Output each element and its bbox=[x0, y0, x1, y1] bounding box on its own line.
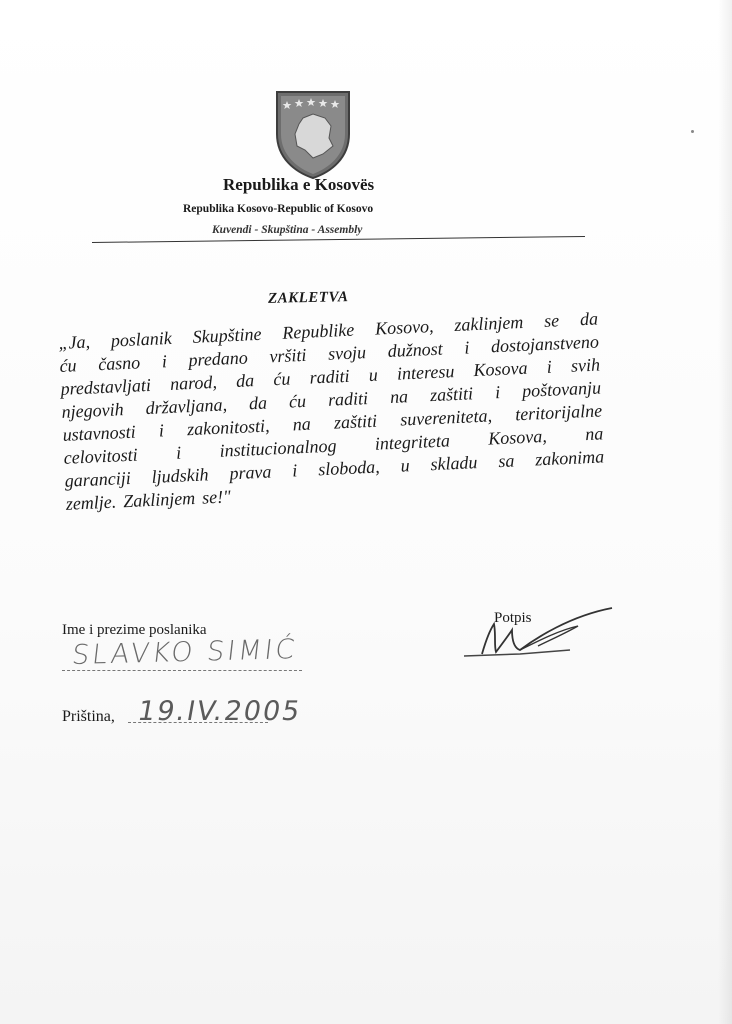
oath-word: ljudskih bbox=[151, 464, 209, 487]
oath-word: se bbox=[543, 310, 560, 331]
oath-word: Skupštine bbox=[192, 323, 262, 347]
oath-word: da bbox=[235, 370, 255, 391]
oath-word: integriteta bbox=[374, 430, 451, 454]
name-label: Ime i prezime poslanika bbox=[62, 622, 207, 638]
oath-word: poslanik bbox=[110, 327, 173, 351]
name-underline bbox=[62, 670, 302, 671]
scan-speck bbox=[691, 130, 694, 133]
oath-word: njegovih bbox=[61, 399, 125, 422]
oath-word: i bbox=[546, 356, 553, 377]
header-divider bbox=[92, 236, 585, 243]
oath-word: i bbox=[494, 382, 501, 403]
oath-word: u bbox=[400, 455, 410, 476]
oath-word: na bbox=[292, 413, 312, 435]
oath-word: raditi bbox=[327, 388, 369, 410]
oath-word: vršiti bbox=[268, 344, 307, 367]
oath-word: zaštiti bbox=[429, 383, 474, 406]
oath-word: Kosova, bbox=[487, 425, 548, 449]
oath-word: garanciji bbox=[64, 467, 132, 491]
oath-word: Zaklinjem bbox=[122, 487, 196, 512]
oath-word: institucionalnog bbox=[219, 435, 337, 461]
oath-word: ću bbox=[288, 390, 307, 412]
oath-word: prava bbox=[228, 461, 272, 484]
oath-word: državljana, bbox=[145, 394, 228, 419]
oath-word: Kosovo, bbox=[374, 315, 434, 339]
oath-word: Kosova bbox=[473, 357, 528, 381]
oath-word: da bbox=[248, 392, 268, 414]
oath-word: celovitosti bbox=[63, 444, 139, 468]
oath-word: ću bbox=[59, 355, 77, 376]
oath-word: dužnost bbox=[387, 338, 444, 362]
oath-word: zaklinjem bbox=[453, 311, 524, 336]
oath-word: i bbox=[161, 351, 168, 372]
oath-word: i bbox=[463, 337, 470, 358]
oath-word: i bbox=[175, 442, 182, 463]
oath-word: časno bbox=[97, 352, 141, 375]
oath-word: na bbox=[584, 423, 604, 445]
oath-word: sloboda, bbox=[317, 456, 381, 480]
scan-edge-shadow bbox=[718, 0, 732, 1024]
signature-label: Potpis bbox=[494, 610, 532, 626]
place-label: Priština, bbox=[62, 708, 115, 725]
oath-word: teritorijalne bbox=[514, 400, 603, 425]
oath-word: predano bbox=[188, 347, 249, 371]
date-underline bbox=[128, 722, 268, 723]
oath-word: suvereniteta, bbox=[399, 405, 493, 430]
oath-word: i bbox=[291, 460, 298, 481]
oath-word: zaštiti bbox=[333, 410, 378, 433]
header-country-name-translations: Republika Kosovo-Republic of Kosovo bbox=[183, 203, 374, 215]
handwritten-signature bbox=[460, 600, 620, 670]
oath-word: svoju bbox=[327, 342, 367, 364]
oath-word: interesu bbox=[396, 361, 455, 384]
oath-word: raditi bbox=[309, 365, 350, 388]
header-institution: Kuvendi - Skupština - Assembly bbox=[212, 224, 363, 236]
document-title: ZAKLETVA bbox=[267, 289, 349, 307]
oath-word: poštovanju bbox=[521, 377, 602, 401]
oath-text bbox=[58, 308, 606, 516]
oath-word: zemlje. bbox=[65, 491, 117, 514]
oath-word: zakonitosti, bbox=[186, 415, 270, 440]
oath-word: Republike bbox=[281, 319, 355, 343]
oath-word: se!" bbox=[201, 486, 232, 508]
oath-word: dostojanstveno bbox=[490, 331, 600, 357]
header-country-name: Republika e Kosovës bbox=[223, 175, 375, 194]
oath-word: sa bbox=[497, 450, 515, 472]
oath-word: zakonima bbox=[534, 446, 605, 470]
kosovo-coat-of-arms-icon bbox=[273, 88, 353, 180]
oath-word: u bbox=[368, 364, 379, 385]
handwritten-date: 19.IV.2005 bbox=[135, 696, 304, 727]
oath-word: ustavnosti bbox=[62, 421, 137, 445]
oath-word: na bbox=[389, 386, 409, 407]
oath-word: i bbox=[158, 420, 165, 441]
oath-word: predstavljati bbox=[60, 374, 152, 399]
oath-word: svih bbox=[570, 354, 601, 376]
oath-word: „Ja, bbox=[58, 331, 91, 353]
oath-word: ću bbox=[272, 368, 291, 390]
oath-word: narod, bbox=[169, 371, 218, 394]
oath-word: skladu bbox=[429, 452, 478, 475]
oath-word: da bbox=[579, 308, 599, 330]
handwritten-name: SLAVKO SIMIĆ bbox=[70, 633, 300, 672]
